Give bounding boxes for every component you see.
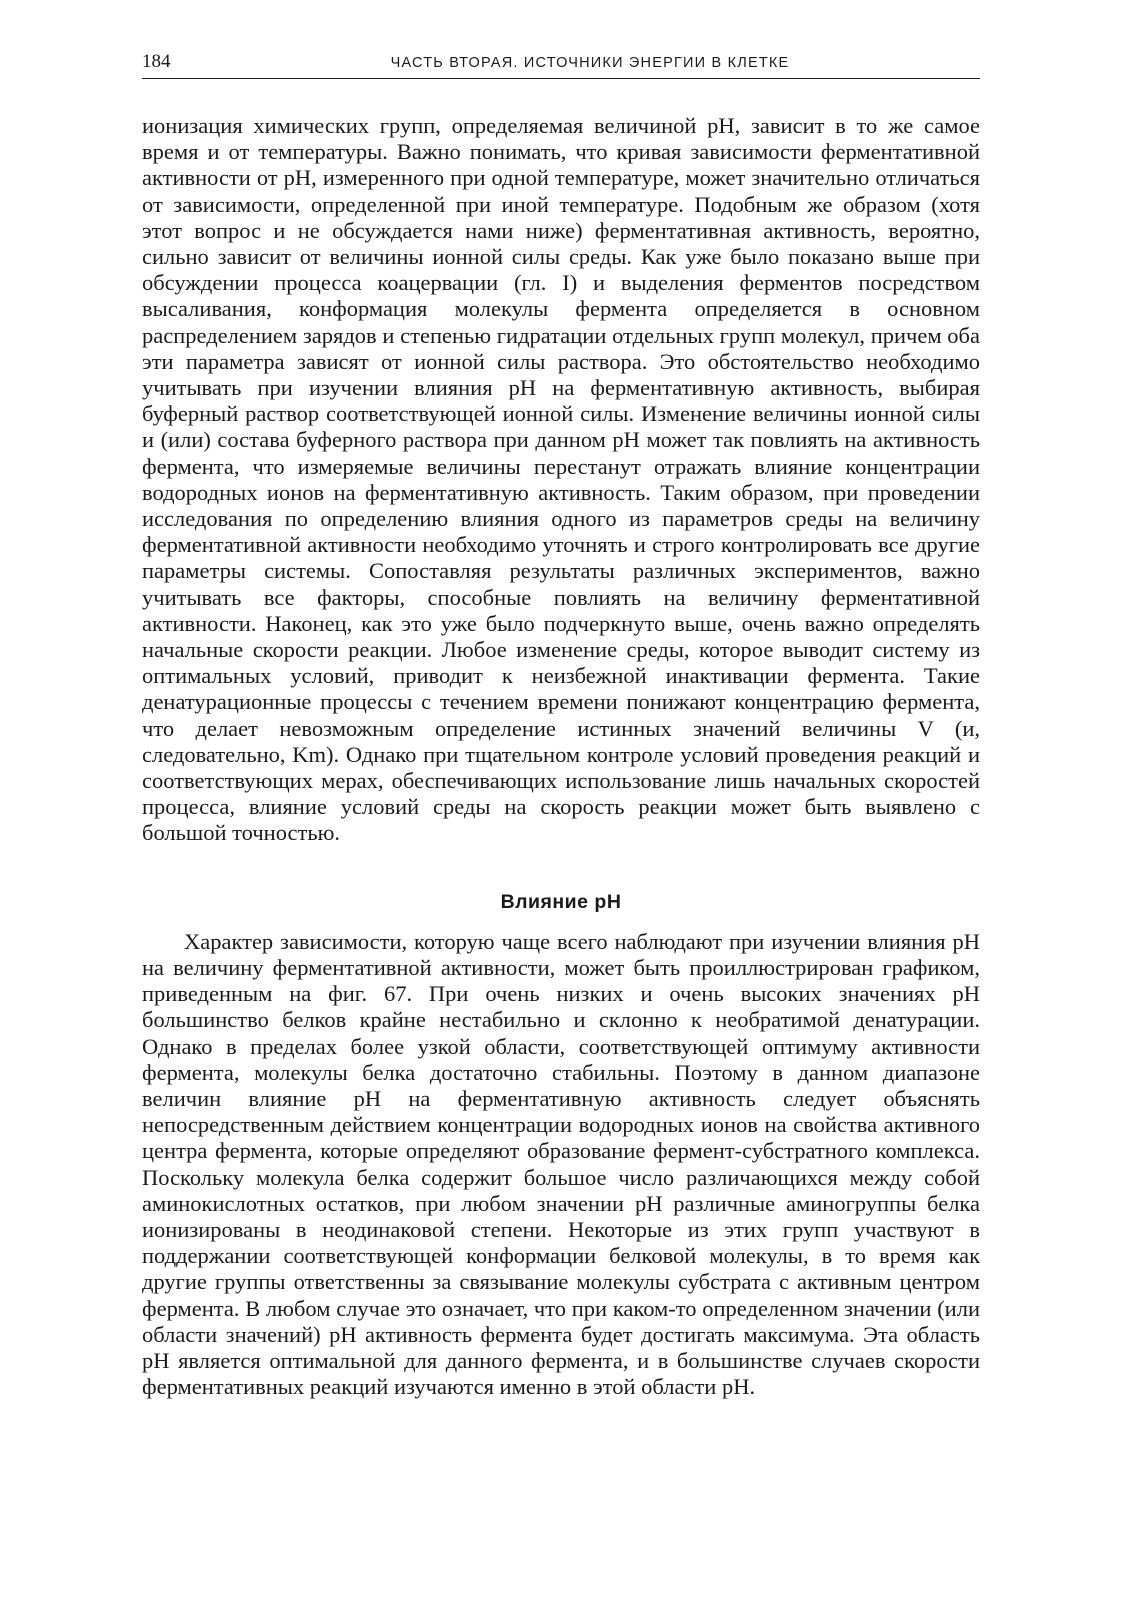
page-number: 184 xyxy=(142,51,171,72)
section-heading: Влияние pH xyxy=(500,890,622,913)
paragraph-ph-influence: Характер зависимости, которую чаще всего наблюдают при изучении влияния pH на величину ферментативной активности, может быть проиллюстрирован графиком, приведенным на фиг. 67. При очень низких и очень высоких значениях pH большинство белков крайне нестабильно и склонно к необратимой денатурации. Однако в пределах более узкой области, соответствующей оптимуму активности фермента, молекулы белка достаточно стабильны. Поэтому в данном диапазоне величин влияние pH на ферментативную активность следует объяснять непосредственным действием концентрации водородных ионов на свойства активного центра фермента, которые определяют образование фермент-субстратного комплекса. Поскольку молекула белка содержит большое число различающихся между собой аминокислотных остатков, при любом значении pH различные аминогруппы белка ионизированы в неодинаковой степени. Некоторые из этих групп участвуют в поддержании соответствующей конформации белковой молекулы, в то время как другие группы ответственны за связывание молекулы субстрата с активным центром фермента. В любом случае это означает, что при каком-то определенном значении (или области значений) pH активность фермента будет достигать максимума. Эта область pH является оптимальной для данного фермента, и в большинстве случаев скорости ферментативных реакций изучаются именно в этой области pH. xyxy=(142,928,980,1400)
running-head xyxy=(142,50,980,79)
body-text xyxy=(142,113,980,1400)
book-page xyxy=(142,50,980,1400)
paragraph-continued: ионизация химических групп, определяемая величиной pH, зависит в то же самое время и от температуры. Важно понимать, что кривая зависимости ферментативной активности от pH, измеренного при одной температуре, может значительно отличаться от зависимости, определенной при иной температуре. Подобным же образом (хотя этот вопрос и не обсуждается нами ниже) ферментативная активность, вероятно, сильно зависит от величины ионной силы среды. Как уже было показано выше при обсуждении процесса коацервации (гл. I) и выделения ферментов посредством высаливания, конформация молекулы фермента определяется в основном распределением зарядов и степенью гидратации отдельных групп молекул, причем оба эти параметра зависят от ионной силы раствора. Это обстоятельство необходимо учитывать при изучении влияния pH на ферментативную активность, выбирая буферный раствор соответствующей ионной силы. Изменение величины ионной силы и (или) состава буферного раствора при данном pH может так повлиять на активность фермента, что измеряемые величины перестанут отражать влияние концентрации водородных ионов на ферментативную активность. Таким образом, при проведении исследования по определению влияния одного из параметров среды на величину ферментативной активности необходимо уточнять и строго контролировать все другие параметры системы. Сопоставляя результаты различных экспериментов, важно учитывать все факторы, способные повлиять на величину ферментативной активности. Наконец, как это уже было подчеркнуто выше, очень важно определять начальные скорости реакции. Любое изменение среды, которое выводит систему из оптимальных условий, приводит к неизбежной инактивации фермента. Такие денатурационные процессы с течением времени понижают концентрацию фермента, что делает невозможным определение истинных значений величины V (и, следовательно, Km). Однако при тщательном контроле условий проведения реакций и соответствующих мерах, обеспечивающих использование лишь начальных скоростей процесса, влияние условий среды на скорость реакции может быть выявлено с большой точностью. xyxy=(142,113,980,846)
running-title: ЧАСТЬ ВТОРАЯ. ИСТОЧНИКИ ЭНЕРГИИ В КЛЕТКЕ xyxy=(390,55,790,71)
